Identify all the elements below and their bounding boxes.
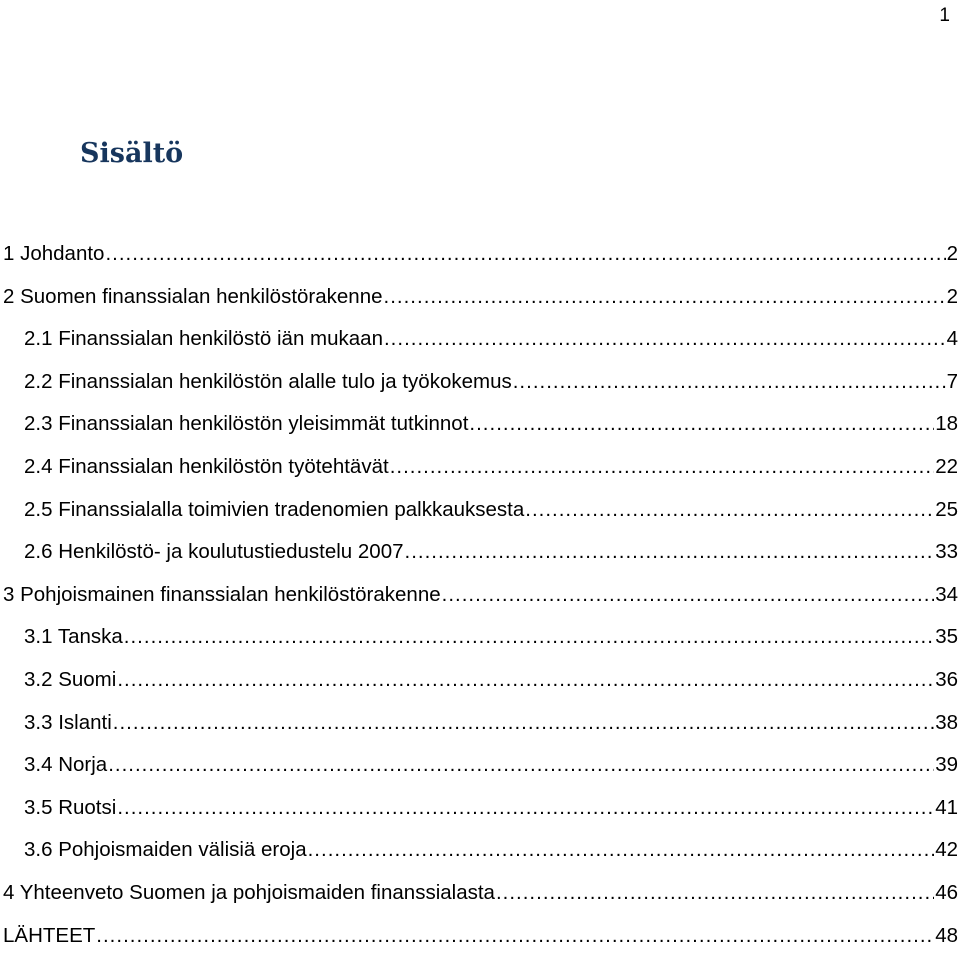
toc-entry-page: 18 (935, 412, 958, 436)
toc-dot-leader (105, 240, 945, 268)
toc-entry[interactable] (0, 922, 958, 964)
toc-entry-text: 3.5 Ruotsi (24, 795, 117, 819)
toc-entry-page: 25 (935, 497, 958, 521)
toc-entry[interactable] (0, 709, 958, 752)
toc-entry-text: 2.1 Finanssialan henkilöstö iän mukaan (24, 327, 383, 351)
toc-entry-text: 3.4 Norja (24, 753, 108, 777)
table-of-contents (0, 240, 958, 964)
toc-entry[interactable] (0, 240, 958, 283)
toc-entry-text: LÄHTEET (3, 923, 96, 947)
toc-entry-page: 7 (946, 369, 958, 393)
toc-entry[interactable] (0, 581, 958, 624)
toc-entry[interactable] (0, 879, 958, 922)
toc-entry-page: 2 (946, 284, 958, 308)
toc-dot-leader (513, 368, 946, 396)
toc-entry-page: 22 (935, 454, 958, 478)
toc-entry-text: 3.1 Tanska (24, 625, 123, 649)
toc-dot-leader (96, 922, 934, 950)
toc-entry-text: 3 Pohjoismainen finanssialan henkilöstörakenne (3, 582, 441, 606)
toc-entry[interactable] (0, 666, 958, 709)
toc-entry-page: 46 (935, 880, 958, 904)
toc-entry-page: 39 (935, 753, 958, 777)
toc-entry[interactable] (0, 836, 958, 879)
toc-dot-leader (405, 538, 935, 566)
toc-entry-page: 38 (935, 710, 958, 734)
toc-entry-text: 3.3 Islanti (24, 710, 112, 734)
toc-dot-leader (308, 836, 935, 864)
toc-entry-text: 1 Johdanto (3, 242, 105, 265)
toc-entry[interactable] (0, 623, 958, 666)
toc-entry-page: 41 (935, 795, 958, 819)
toc-entry[interactable] (0, 453, 958, 496)
toc-entry-page: 33 (935, 540, 958, 564)
toc-dot-leader (117, 666, 934, 694)
toc-entry-text: 2.4 Finanssialan henkilöstön työtehtävät (24, 454, 389, 478)
toc-dot-leader (525, 496, 934, 524)
toc-title: Sisältö (80, 138, 184, 169)
toc-entry[interactable] (0, 751, 958, 794)
toc-entry-page: 48 (935, 923, 958, 947)
toc-entry-page: 35 (935, 625, 958, 649)
toc-entry-text: 4 Yhteenveto Suomen ja pohjoismaiden finanssialasta (3, 880, 495, 904)
toc-dot-leader (113, 709, 934, 737)
toc-entry[interactable] (0, 794, 958, 837)
toc-dot-leader (108, 751, 934, 779)
toc-dot-leader (124, 623, 934, 651)
toc-entry-page: 4 (946, 327, 958, 351)
toc-entry-text: 2.6 Henkilöstö- ja koulutustiedustelu 2007 (24, 540, 404, 564)
toc-entry-page: 36 (935, 667, 958, 691)
toc-entry-text: 2.3 Finanssialan henkilöstön yleisimmät tutkinnot (24, 412, 469, 436)
toc-entry[interactable] (0, 283, 958, 326)
toc-entry-page: 42 (935, 838, 958, 862)
toc-entry-text: 2.2 Finanssialan henkilöstön alalle tulo ja työkokemus (24, 369, 512, 393)
toc-dot-leader (469, 410, 934, 438)
toc-entry-text: 3.6 Pohjoismaiden välisiä eroja (24, 838, 307, 862)
toc-entry-text: 2 Suomen finanssialan henkilöstörakenne (3, 284, 383, 308)
toc-entry-page: 2 (946, 242, 958, 265)
toc-entry[interactable] (0, 538, 958, 581)
page-number: 1 (939, 5, 950, 26)
toc-entry[interactable] (0, 325, 958, 368)
toc-dot-leader (390, 453, 935, 481)
toc-dot-leader (442, 581, 935, 609)
toc-dot-leader (117, 794, 934, 822)
toc-entry[interactable] (0, 496, 958, 539)
toc-dot-leader (384, 283, 946, 311)
toc-entry[interactable] (0, 410, 958, 453)
toc-entry[interactable] (0, 368, 958, 411)
toc-dot-leader (496, 879, 934, 907)
toc-entry-text: 2.5 Finanssialalla toimivien tradenomien palkkauksesta (24, 497, 525, 521)
toc-entry-page: 34 (935, 582, 958, 606)
toc-dot-leader (384, 325, 946, 353)
toc-entry-text: 3.2 Suomi (24, 667, 117, 691)
